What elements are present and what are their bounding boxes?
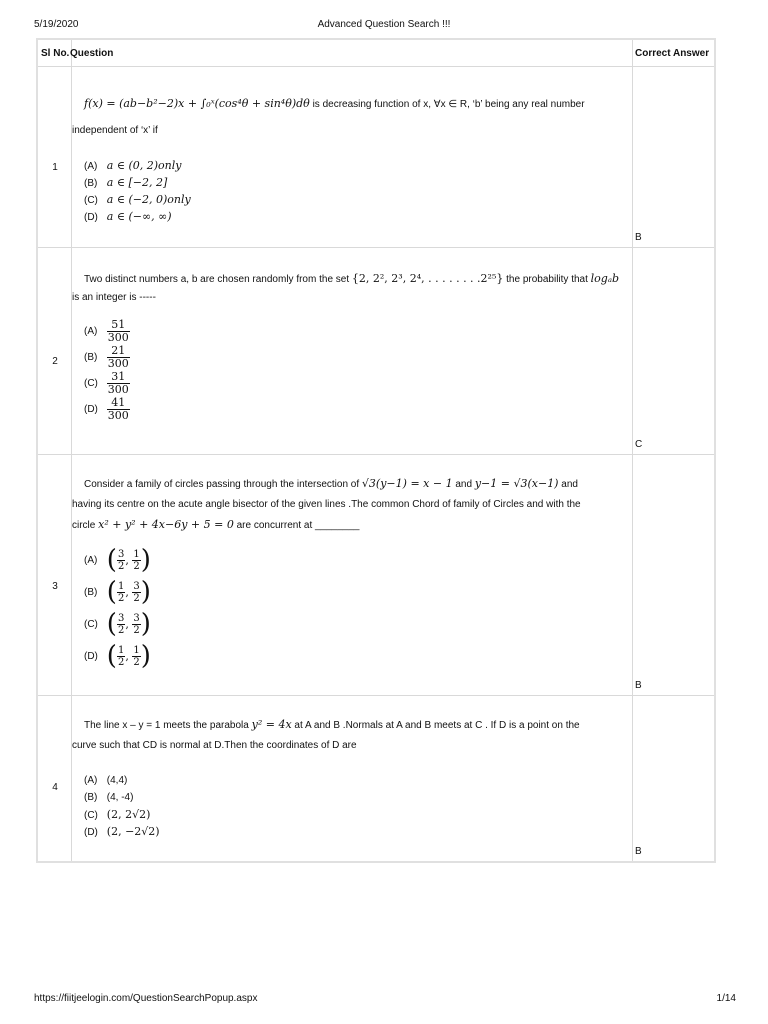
correct-answer: C: [635, 439, 643, 450]
question-text: [72, 93, 629, 142]
option-value: (4, -4): [106, 792, 134, 803]
numerator: 1: [133, 548, 140, 560]
option-fraction: [107, 397, 130, 422]
question-text-line: curve such that CD is normal at D.Then the coordinates of D are: [72, 740, 357, 751]
question-text-line: is an integer is -----: [72, 292, 156, 303]
denominator: 300: [107, 330, 129, 344]
left-paren: (: [106, 545, 117, 575]
denominator: 2: [133, 624, 140, 636]
correct-answer: B: [635, 232, 642, 243]
option-value: (2, 2√2): [106, 808, 151, 821]
right-paren: ): [140, 609, 151, 639]
comma: ,: [125, 617, 133, 631]
option-label: (D): [84, 827, 98, 838]
option-b: [84, 174, 191, 191]
option-label: (C): [84, 195, 98, 206]
option-fraction: [107, 319, 130, 344]
question-formula: logₐb: [590, 272, 620, 285]
option-label: (B): [84, 178, 98, 189]
question-text-part: and: [558, 479, 578, 490]
numerator: 51: [107, 319, 130, 332]
numerator: 3: [133, 580, 140, 592]
table-row: [38, 454, 714, 695]
left-paren: (: [106, 609, 117, 639]
y-fraction: [132, 581, 140, 604]
option-d: [84, 823, 160, 840]
option-fraction: [107, 345, 130, 370]
denominator: 2: [117, 656, 125, 668]
option-a: [84, 544, 151, 576]
left-paren: (: [106, 641, 117, 671]
header-correct-answer-label: Correct Answer: [635, 48, 710, 59]
sl-number: 2: [52, 356, 58, 367]
question-text-part: at A and B .Normals at A and B meets at C . If D is a point on the: [291, 720, 580, 731]
option-label: (B): [84, 586, 98, 598]
option-d: [84, 396, 130, 422]
header-correct-answer: [633, 40, 714, 66]
question-text-part: Consider a family of circles passing through the intersection of: [84, 479, 362, 490]
option-b: [84, 789, 160, 806]
option-c: [84, 608, 151, 640]
header-question: [72, 40, 633, 66]
options-list: [84, 157, 191, 225]
denominator: 2: [117, 624, 125, 636]
option-label: (A): [84, 775, 98, 786]
option-label: (D): [84, 650, 98, 662]
option-value: a ∈ (−2, 0)only: [106, 193, 191, 206]
question-cell: [72, 67, 633, 247]
question-text-line: independent of ‘x’ if: [72, 125, 158, 136]
option-label: (B): [84, 351, 98, 363]
x-fraction: [117, 613, 125, 636]
option-b: [84, 576, 151, 608]
denominator: 2: [133, 656, 140, 668]
denominator: 300: [107, 356, 129, 370]
answer-cell: [633, 455, 714, 695]
page-number: 1/14: [716, 993, 736, 1004]
denominator: 300: [107, 382, 129, 396]
question-text: [72, 715, 629, 756]
x-fraction: [117, 549, 125, 572]
numerator: 1: [133, 644, 140, 656]
row-sl-cell: [38, 455, 72, 695]
row-sl-cell: [38, 67, 72, 247]
y-fraction: [132, 613, 140, 636]
question-table: [36, 38, 716, 863]
option-label: (C): [84, 810, 98, 821]
right-paren: ): [140, 577, 151, 607]
option-d: [84, 640, 151, 672]
option-label: (B): [84, 792, 98, 803]
option-label: (D): [84, 403, 98, 415]
correct-answer: B: [635, 846, 642, 857]
table-header-row: [38, 40, 714, 66]
row-sl-cell: [38, 248, 72, 454]
denominator: 2: [133, 560, 140, 572]
page-title: Advanced Question Search !!!: [317, 19, 451, 30]
y-fraction: [132, 645, 140, 668]
option-value: a ∈ (−∞, ∞): [106, 210, 172, 223]
page-url: https://fiitjeelogin.com/QuestionSearchPopup.aspx: [34, 993, 258, 1004]
question-text-part: circle: [72, 520, 99, 531]
option-b: [84, 344, 130, 370]
question-cell: [72, 696, 633, 861]
options-list: [84, 318, 130, 422]
question-text-part: is decreasing function of x, ∀x ∈ R, ‘b’ being any real number: [309, 99, 585, 110]
option-label: (C): [84, 377, 98, 389]
table-row: [38, 66, 714, 247]
comma: ,: [125, 553, 133, 567]
option-value: (2, −2√2): [106, 825, 160, 838]
header-sl-no: [38, 40, 72, 66]
denominator: 2: [117, 560, 125, 572]
table-row: [38, 247, 714, 454]
x-fraction: [117, 581, 125, 604]
table-row: [38, 695, 714, 861]
right-paren: ): [140, 641, 151, 671]
numerator: 3: [117, 612, 125, 624]
denominator: 2: [117, 592, 125, 604]
row-sl-cell: [38, 696, 72, 861]
answer-cell: [633, 67, 714, 247]
option-fraction: [107, 371, 130, 396]
sl-number: 1: [52, 162, 58, 173]
option-value: (4,4): [106, 775, 128, 786]
answer-cell: [633, 248, 714, 454]
option-a: [84, 318, 130, 344]
option-c: [84, 806, 160, 823]
option-value: a ∈ (0, 2)only: [106, 159, 182, 172]
question-formula: {2, 2², 2³, 2⁴, . . . . . . . .2²⁵}: [351, 272, 504, 285]
question-text-part: the probability that: [503, 274, 591, 285]
sl-number: 4: [52, 782, 58, 793]
header-question-label: Question: [70, 48, 114, 59]
question-text-line: having its centre on the acute angle bisector of the given lines .The common Chord of family of Circles and with the: [72, 499, 581, 510]
option-label: (D): [84, 212, 98, 223]
question-formula: x² + y² + 4x−6y + 5 = 0: [98, 518, 234, 531]
numerator: 1: [117, 580, 125, 592]
numerator: 3: [133, 612, 140, 624]
numerator: 21: [107, 345, 130, 358]
denominator: 2: [133, 592, 140, 604]
header-sl-no-label: Sl No.: [41, 48, 70, 59]
question-formula: √3(y−1) = x − 1: [361, 477, 453, 490]
left-paren: (: [106, 577, 117, 607]
options-list: [84, 772, 160, 840]
option-label: (A): [84, 554, 98, 566]
y-fraction: [132, 549, 140, 572]
print-date: 5/19/2020: [34, 19, 79, 30]
numerator: 41: [107, 397, 130, 410]
question-text-part: The line x – y = 1 meets the parabola: [84, 720, 252, 731]
question-cell: [72, 455, 633, 695]
option-label: (A): [84, 325, 98, 337]
question-text-part: are concurrent at ________: [233, 520, 360, 531]
question-cell: [72, 248, 633, 454]
denominator: 300: [107, 408, 129, 422]
question-text: [72, 268, 629, 309]
comma: ,: [125, 649, 133, 663]
option-a: [84, 772, 160, 789]
option-c: [84, 191, 191, 208]
correct-answer: B: [635, 680, 642, 691]
answer-cell: [633, 696, 714, 861]
question-formula: f(x) = (ab−b²−2)x + ∫₀ˣ(cos⁴θ + sin⁴θ)dθ: [84, 97, 310, 110]
option-a: [84, 157, 191, 174]
option-d: [84, 208, 191, 225]
numerator: 1: [117, 644, 125, 656]
x-fraction: [117, 645, 125, 668]
right-paren: ): [140, 545, 151, 575]
comma: ,: [125, 585, 133, 599]
option-c: [84, 370, 130, 396]
options-list: [84, 544, 151, 672]
question-formula: y−1 = √3(x−1): [474, 477, 559, 490]
numerator: 3: [117, 548, 125, 560]
option-value: a ∈ [−2, 2]: [106, 176, 168, 189]
question-text-part: Two distinct numbers a, b are chosen randomly from the set: [84, 274, 352, 285]
option-label: (C): [84, 618, 98, 630]
question-formula: y² = 4x: [251, 718, 292, 731]
numerator: 31: [107, 371, 130, 384]
question-text: [72, 474, 629, 536]
question-text-part: and: [452, 479, 475, 490]
option-label: (A): [84, 161, 98, 172]
sl-number: 3: [52, 581, 58, 592]
